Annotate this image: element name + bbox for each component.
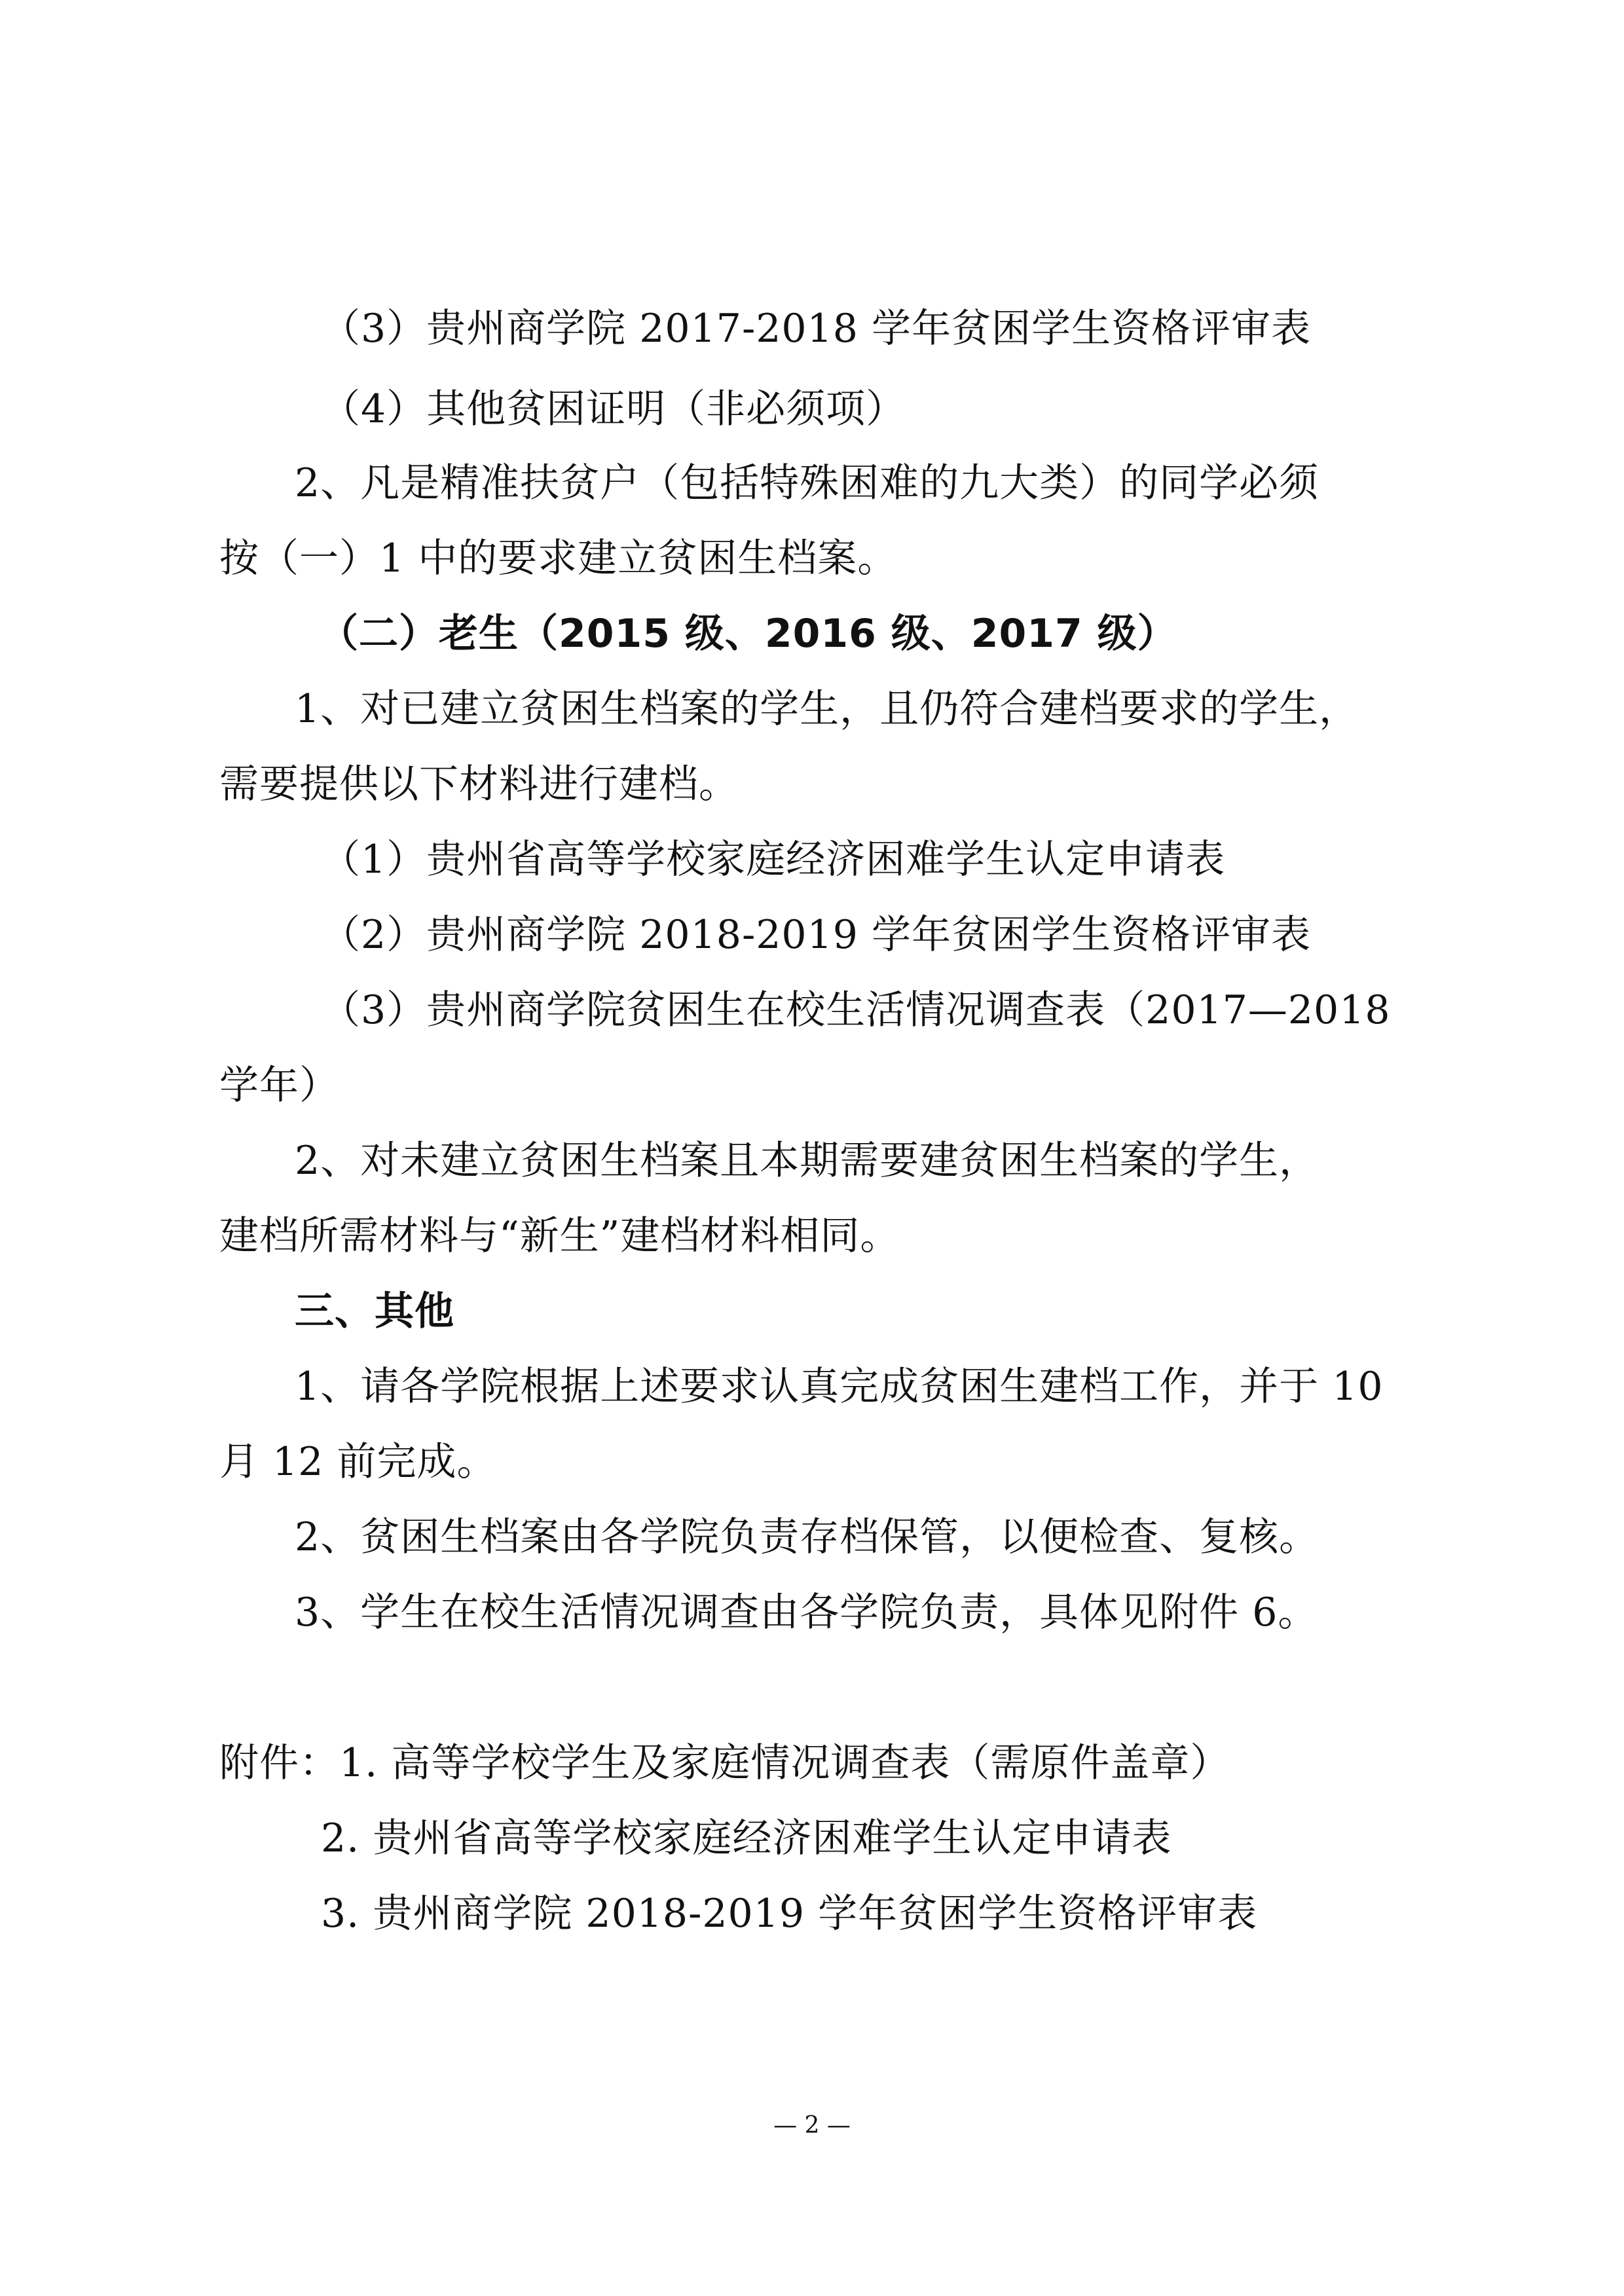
line-11: 学年） bbox=[219, 1063, 339, 1108]
line-17: 2、贫困生档案由各学院负责存档保管，以便检查、复核。 bbox=[295, 1514, 1320, 1560]
line-15: 1、请各学院根据上述要求认真完成贫困生建档工作，并于 10 bbox=[295, 1364, 1384, 1410]
attachments-line-3: 3. 贵州商学院 2018-2019 学年贫困学生资格评审表 bbox=[321, 1891, 1258, 1937]
section-heading-old-students: （二）老生（2015 级、2016 级、2017 级） bbox=[319, 611, 1177, 657]
line-3: 2、凡是精准扶贫户（包括特殊困难的九大类）的同学必须 bbox=[295, 460, 1320, 506]
line-16: 月 12 前完成。 bbox=[219, 1439, 497, 1485]
line-12: 2、对未建立贫困生档案且本期需要建贫困生档案的学生， bbox=[295, 1138, 1320, 1184]
line-8: （1）贵州省高等学校家庭经济困难学生认定申请表 bbox=[321, 837, 1226, 883]
line-2: （4）其他贫困证明（非必须项） bbox=[321, 386, 906, 432]
line-1: （3）贵州商学院 2017-2018 学年贫困学生资格评审表 bbox=[321, 306, 1311, 352]
line-4: 按（一）1 中的要求建立贫困生档案。 bbox=[219, 536, 898, 581]
line-18: 3、学生在校生活情况调查由各学院负责，具体见附件 6。 bbox=[295, 1590, 1318, 1635]
line-13: 建档所需材料与“新生”建档材料相同。 bbox=[219, 1213, 900, 1259]
line-7: 需要提供以下材料进行建档。 bbox=[219, 761, 739, 807]
line-9: （2）贵州商学院 2018-2019 学年贫困学生资格评审表 bbox=[321, 912, 1311, 958]
page-number: — 2 — bbox=[773, 2112, 851, 2139]
line-10: （3）贵州商学院贫困生在校生活情况调查表（2017—2018 bbox=[321, 987, 1391, 1033]
attachments-line-1: 附件：1. 高等学校学生及家庭情况调查表（需原件盖章） bbox=[219, 1740, 1230, 1786]
line-6: 1、对已建立贫困生档案的学生，且仍符合建档要求的学生， bbox=[295, 686, 1359, 732]
attachments-line-2: 2. 贵州省高等学校家庭经济困难学生认定申请表 bbox=[321, 1815, 1172, 1861]
section-heading-other: 三、其他 bbox=[295, 1288, 454, 1334]
